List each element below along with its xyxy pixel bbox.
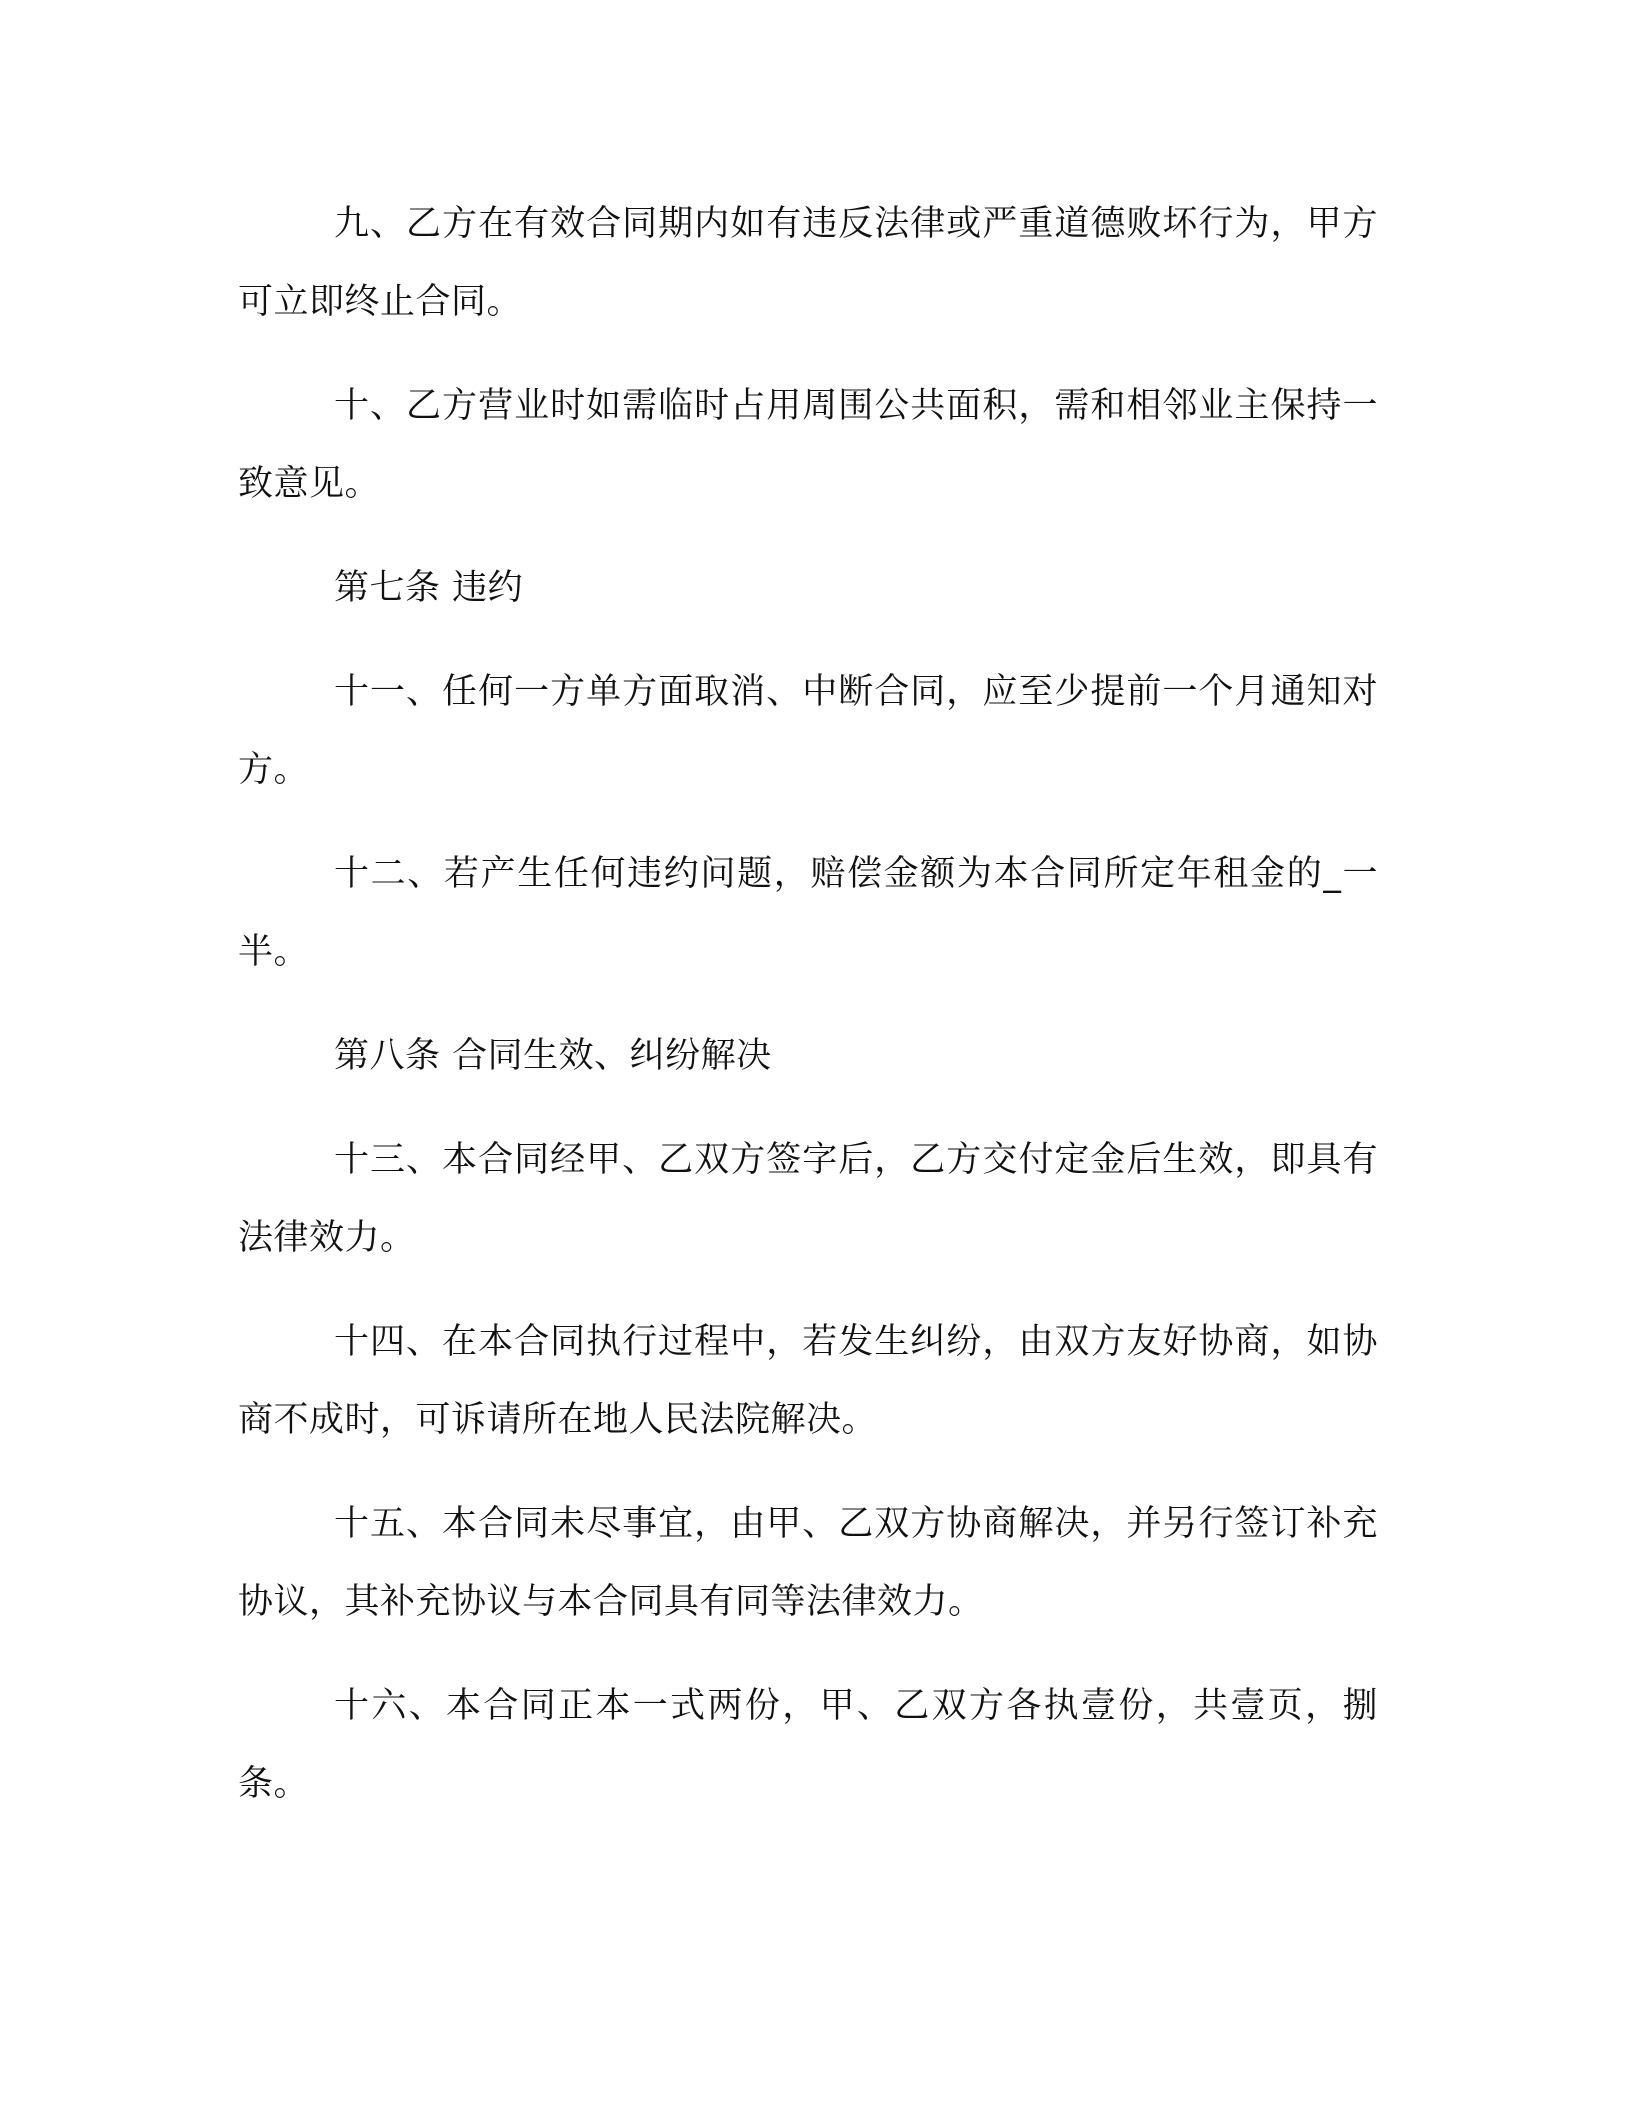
clause-15: 十五、本合同未尽事宜，由甲、乙双方协商解决，并另行签订补充协议，其补充协议与本合同具有同等法律效力。: [238, 1504, 1378, 1622]
clause-13: 十三、本合同经甲、乙双方签字后，乙方交付定金后生效，即具有法律效力。: [238, 1140, 1378, 1258]
clause-10: 十、乙方营业时如需临时占用周围公共面积，需和相邻业主保持一致意见。: [238, 386, 1378, 504]
clause-11: 十一、任何一方单方面取消、中断合同，应至少提前一个月通知对方。: [238, 672, 1378, 790]
clause-14: 十四、在本合同执行过程中，若发生纠纷，由双方友好协商，如协商不成时，可诉请所在地人民法院解决。: [238, 1322, 1378, 1440]
article-8-heading: 第八条 合同生效、纠纷解决: [334, 1036, 772, 1076]
document-body: [238, 185, 1378, 1849]
clause-9: 九、乙方在有效合同期内如有违反法律或严重道德败坏行为，甲方可立即终止合同。: [238, 204, 1378, 322]
article-7-heading: 第七条 违约: [334, 568, 524, 608]
clause-12: 十二、若产生任何违约问题，赔偿金额为本合同所定年租金的_一半。: [238, 854, 1378, 972]
clause-16: 十六、本合同正本一式两份，甲、乙双方各执壹份，共壹页，捌条。: [238, 1686, 1378, 1804]
